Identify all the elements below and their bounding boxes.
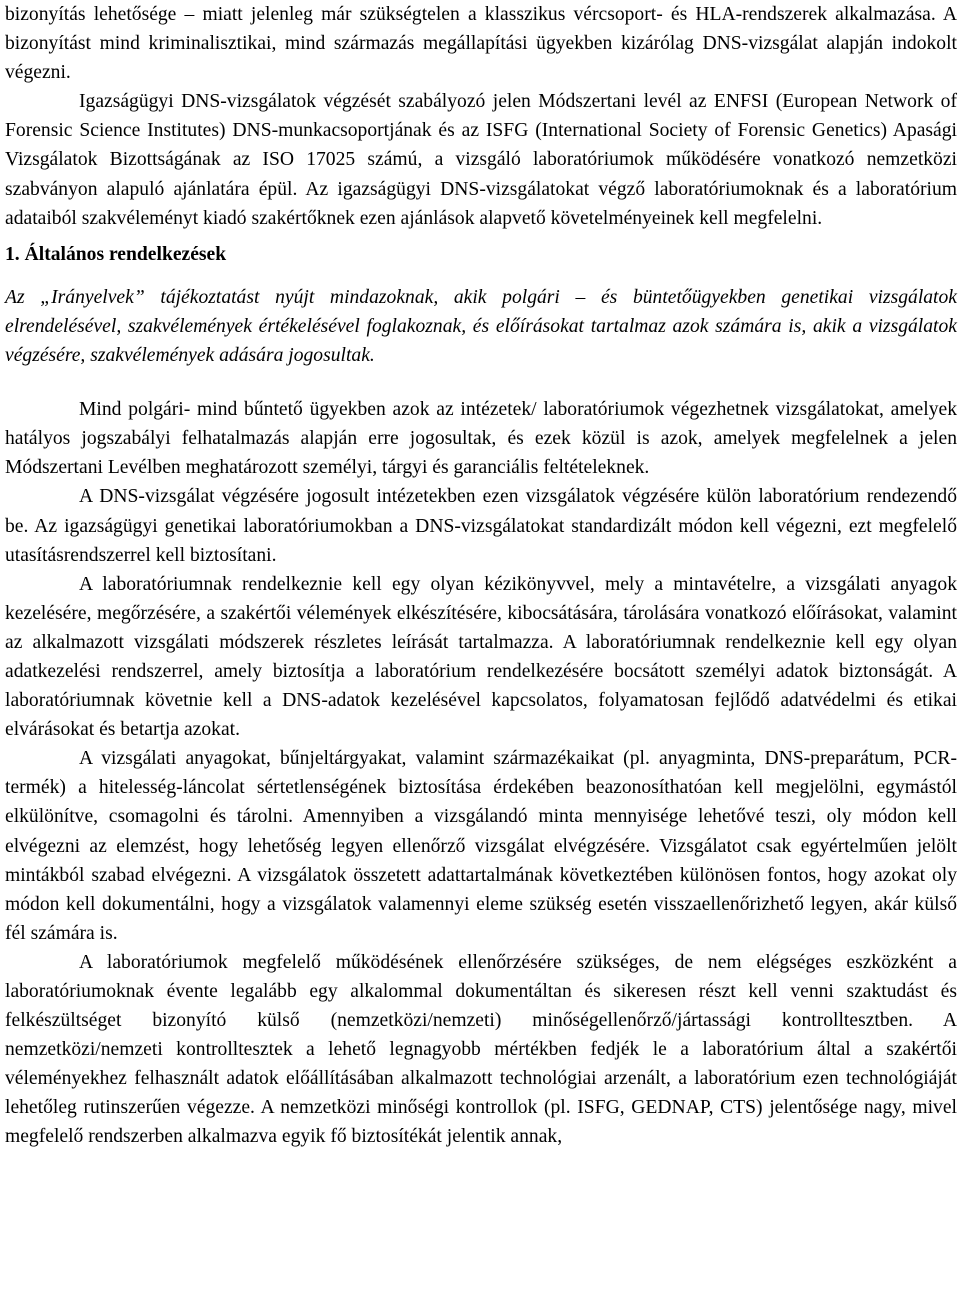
section-heading-general-provisions: 1. Általános rendelkezések bbox=[5, 243, 227, 265]
paragraph-guidelines-scope: Az „Irányelvek” tájékoztatást nyújt mindazoknak, akik polgári – és büntetőügyekben genetikai vizsgálatok elrendelésével, szakvélemények értékelésével foglakoznak, és előírásokat tartalmaz azok számára is, akik a vizsgálatok végzésére, szakvélemények adására jogosultak. bbox=[5, 286, 957, 367]
paragraph-sample-handling: A vizsgálati anyagokat, bűnjeltárgyakat, valamint származékaikat (pl. anyagminta, DNS-preparátum, PCR-termék) a hitelesség-láncolat sértetlenségének biztosítása érdekében beazonosíthatóan kell megjelölni, egymástól elkülönítve, csomagolni és tárolni. Amennyiben a vizsgálandó minta mennyisége lehetővé teszi, oly módon kell elvégezni az elemzést, hogy lehetőség legyen ellenőrző vizsgálat elvégzésére. Vizsgálatot csak egyértelműen jelölt mintákból szabad elvégezni. A vizsgálatok összetett adattartalmának következtében különösen fontos, hogy azokat oly módon kell dokumentálni, hogy a vizsgálatok valamennyi eleme szükség esetén visszaellenőrizhető legyen, akár külső fél számára is. bbox=[5, 748, 957, 944]
paragraph-intro-continuation: bizonyítás lehetősége – miatt jelenleg már szükségtelen a klasszikus vércsoport- és HLA-rendszerek alkalmazása. A bizonyítást mind kriminalisztikai, mind származás megállapítási ügyekben kizárólag DNS-vizsgálat alapján indokolt végezni. bbox=[5, 4, 957, 84]
paragraph-guideline-basis: Igazságügyi DNS-vizsgálatok végzését szabályozó jelen Módszertani levél az ENFSI (European Network of Forensic Science Institutes) DNS-munkacsoportjának és az ISFG (International Society of Forensic Genetics) Apasági Vizsgálatok Bizottságának az ISO 17025 számú, a vizsgáló laboratóriumok működésére vonatkozó nemzetközi szabványon alapuló ajánlatára épül. Az igazságügyi DNS-vizsgálatokat végző laboratóriumoknak és a laboratórium adataiból szakvéleményt kiadó szakértőknek ezen ajánlások alapvető követelményeinek kell megfelelni. bbox=[5, 91, 957, 229]
paragraph-separate-laboratory: A DNS-vizsgálat végzésére jogosult intézetekben ezen vizsgálatok végzésére külön laboratórium rendezendő be. Az igazságügyi genetikai laboratóriumokban a DNS-vizsgálatokat standardizált módon kell végezni, ezt megfelelő utasításrendszerrel kell biztosítani. bbox=[5, 486, 957, 566]
paragraph-quality-control: A laboratóriumok megfelelő működésének ellenőrzésére szükséges, de nem elégséges eszközként a laboratóriumoknak évente legalább egy alkalommal dokumentáltan és sikeresen részt kell venni szaktudást és felkészültséget bizonyító külső (nemzetközi/nemzeti) minőségellenőrző/jártassági kontrolltesztben. A nemzetközi/nemzeti kontrolltesztek a lehető legnagyobb mértékben fedjék le a laboratórium által a szakértői véleményekhez felhasznált adatok előállításában alkalmazott technológiai arzenált, a laboratórium ezen technológiáját lehetőleg rutinszerűen végezze. A nemzetközi minőségi kontrollok (pl. ISFG, GEDNAP, CTS) jelentősége nagy, mivel megfelelő rendszerben alkalmazva egyik fő biztosítékát jelentik annak, bbox=[5, 951, 957, 1148]
document-page bbox=[5, 0, 957, 1152]
paragraph-authorized-institutes: Mind polgári- mind bűntető ügyekben azok az intézetek/ laboratóriumok végezhetnek vizsgálatokat, amelyek hatályos jogszabályi felhatalmazás alapján erre jogosultak, és ezek közül is azok, amelyek megfelelnek a jelen Módszertani Levélben meghatározott személyi, tárgyi és garanciális feltételeknek. bbox=[5, 399, 957, 479]
paragraph-laboratory-handbook: A laboratóriumnak rendelkeznie kell egy olyan kézikönyvvel, mely a mintavételre, a vizsgálati anyagok kezelésére, megőrzésére, a szakértői vélemények elkészítésére, kibocsátására, tárolására vonatkozó előírásokat, valamint az alkalmazott vizsgálati módszerek részletes leírását tartalmazza. A laboratóriumnak rendelkeznie kell egy olyan adatkezelési rendszerrel, amely biztosítja a laboratórium rendelkezésére bocsátott személyi adatok biztonságát. A laboratóriumnak követnie kell a DNS-adatok kezelésével kapcsolatos, folyamatosan fejlődő adatvédelmi és etikai elvárásokat és betartja azokat. bbox=[5, 573, 957, 741]
